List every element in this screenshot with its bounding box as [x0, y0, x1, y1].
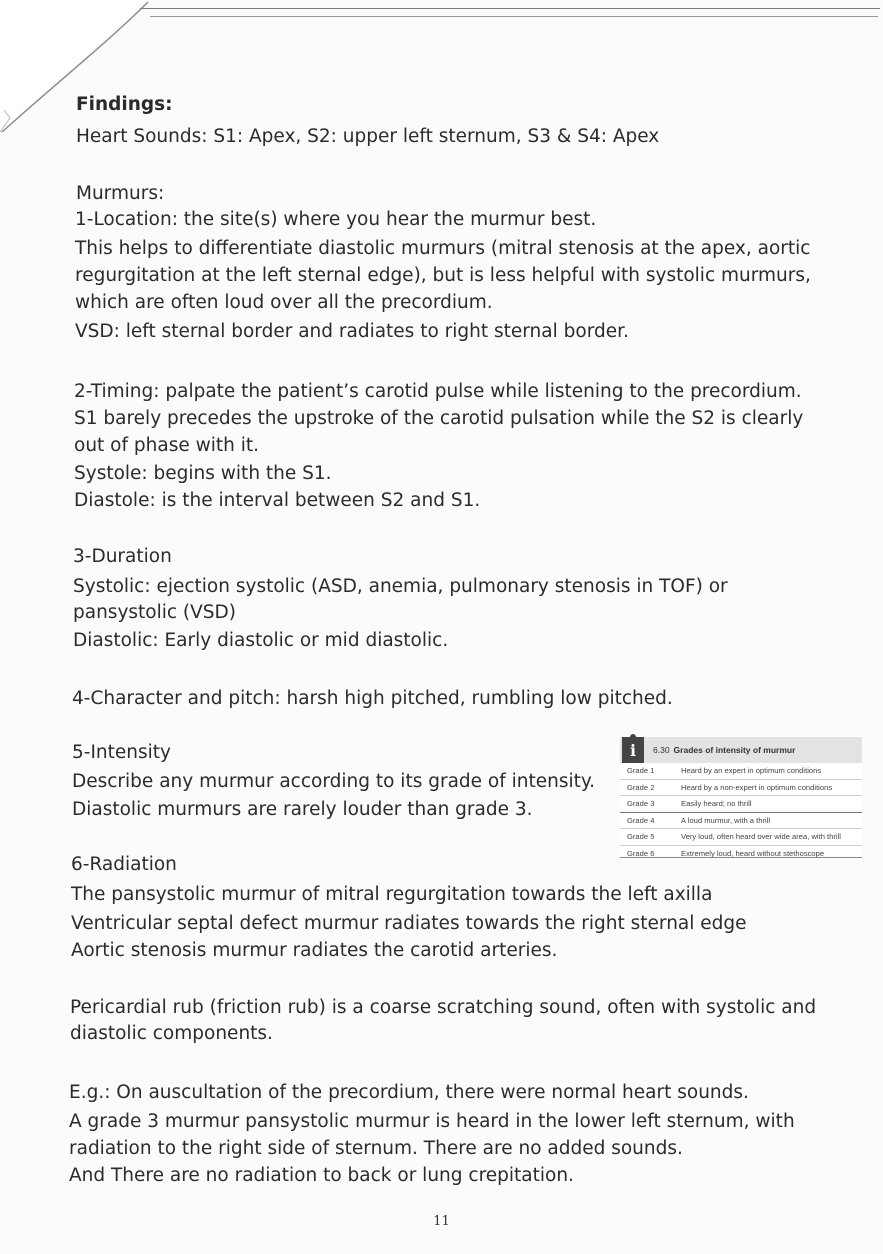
grades-table-body [620, 763, 862, 861]
findings-heading: Findings: [76, 94, 173, 115]
pericardial-rub-line: Pericardial rub (friction rub) is a coarse scratching sound, often with systolic and [70, 997, 817, 1018]
duration-line: pansystolic (VSD) [73, 602, 237, 623]
duration-line: 3-Duration [73, 546, 172, 567]
grade-description: Heard by an expert in optimum conditions [681, 766, 822, 775]
example-line: And There are no radiation to back or lung crepitation. [69, 1165, 574, 1186]
timing-line: S1 barely precedes the upstroke of the carotid pulsation while the S2 is clearly [74, 408, 804, 429]
intensity-line: Diastolic murmurs are rarely louder than grade 3. [72, 799, 533, 820]
table-row [620, 796, 862, 813]
grades-table-title [653, 745, 795, 755]
grade-description: Extremely loud, heard without stethoscope [681, 848, 825, 858]
grade-label: Grade 4 [627, 815, 655, 825]
heart-sounds-line: Heart Sounds: S1: Apex, S2: upper left sternum, S3 & S4: Apex [76, 126, 660, 147]
grade-label: Grade 2 [627, 782, 655, 792]
radiation-line: Aortic stenosis murmur radiates the carotid arteries. [71, 940, 558, 961]
location-line: regurgitation at the left sternal edge), but is less helpful with systolic murmurs, [75, 265, 811, 286]
character-line: 4-Character and pitch: harsh high pitched, rumbling low pitched. [72, 688, 673, 709]
table-row [620, 813, 862, 830]
intensity-line: Describe any murmur according to its grade of intensity. [72, 771, 596, 792]
grade-label: Grade 3 [627, 799, 655, 808]
grades-table-header [620, 737, 862, 763]
location-line: which are often loud over all the precordium. [75, 292, 493, 313]
grade-label: Grade 5 [627, 832, 655, 841]
grade-label: Grade 1 [627, 766, 655, 775]
location-line: This helps to differentiate diastolic murmurs (mitral stenosis at the apex, aortic [75, 238, 811, 259]
grades-table-caption: Grades of intensity of murmur [673, 745, 796, 755]
duration-line: Systolic: ejection systolic (ASD, anemia, pulmonary stenosis in TOF) or [73, 576, 728, 597]
duration-line: Diastolic: Early diastolic or mid diastolic. [73, 630, 449, 651]
table-row [620, 829, 862, 846]
example-line: E.g.: On auscultation of the precordium, there were normal heart sounds. [69, 1082, 749, 1103]
intensity-line: 5-Intensity [72, 742, 171, 763]
location-line: VSD: left sternal border and radiates to right sternal border. [75, 321, 629, 342]
timing-line: Systole: begins with the S1. [74, 463, 332, 484]
radiation-line: Ventricular septal defect murmur radiates towards the right sternal edge [71, 913, 747, 934]
grade-description: Heard by a non-expert in optimum conditions [681, 782, 833, 792]
timing-line: out of phase with it. [74, 435, 259, 456]
table-row [620, 780, 862, 797]
grade-description: A loud murmur, with a thrill [681, 815, 771, 825]
timing-line: Diastole: is the interval between S2 and S1. [74, 490, 481, 511]
radiation-line: The pansystolic murmur of mitral regurgitation towards the left axilla [71, 884, 713, 905]
table-row [620, 846, 862, 862]
murmurs-heading: Murmurs: [76, 183, 165, 204]
radiation-line: 6-Radiation [71, 854, 177, 875]
grade-description: Very loud, often heard over wide area, with thrill [681, 832, 841, 841]
grades-table-number: 6.30 [653, 745, 670, 755]
grade-label: Grade 6 [627, 848, 655, 858]
table-row [620, 763, 862, 780]
page-number: 11 [433, 1214, 450, 1229]
example-line: radiation to the right side of sternum. There are no added sounds. [69, 1138, 683, 1159]
grade-description: Easily heard; no thrill [681, 799, 752, 808]
location-line: 1-Location: the site(s) where you hear the murmur best. [75, 209, 597, 230]
grades-of-intensity-table [620, 735, 862, 858]
info-icon: i [622, 737, 644, 763]
example-line: A grade 3 murmur pansystolic murmur is heard in the lower left sternum, with [69, 1111, 795, 1132]
timing-line: 2-Timing: palpate the patient’s carotid pulse while listening to the precordium. [74, 381, 802, 402]
pericardial-rub-line: diastolic components. [70, 1023, 273, 1044]
